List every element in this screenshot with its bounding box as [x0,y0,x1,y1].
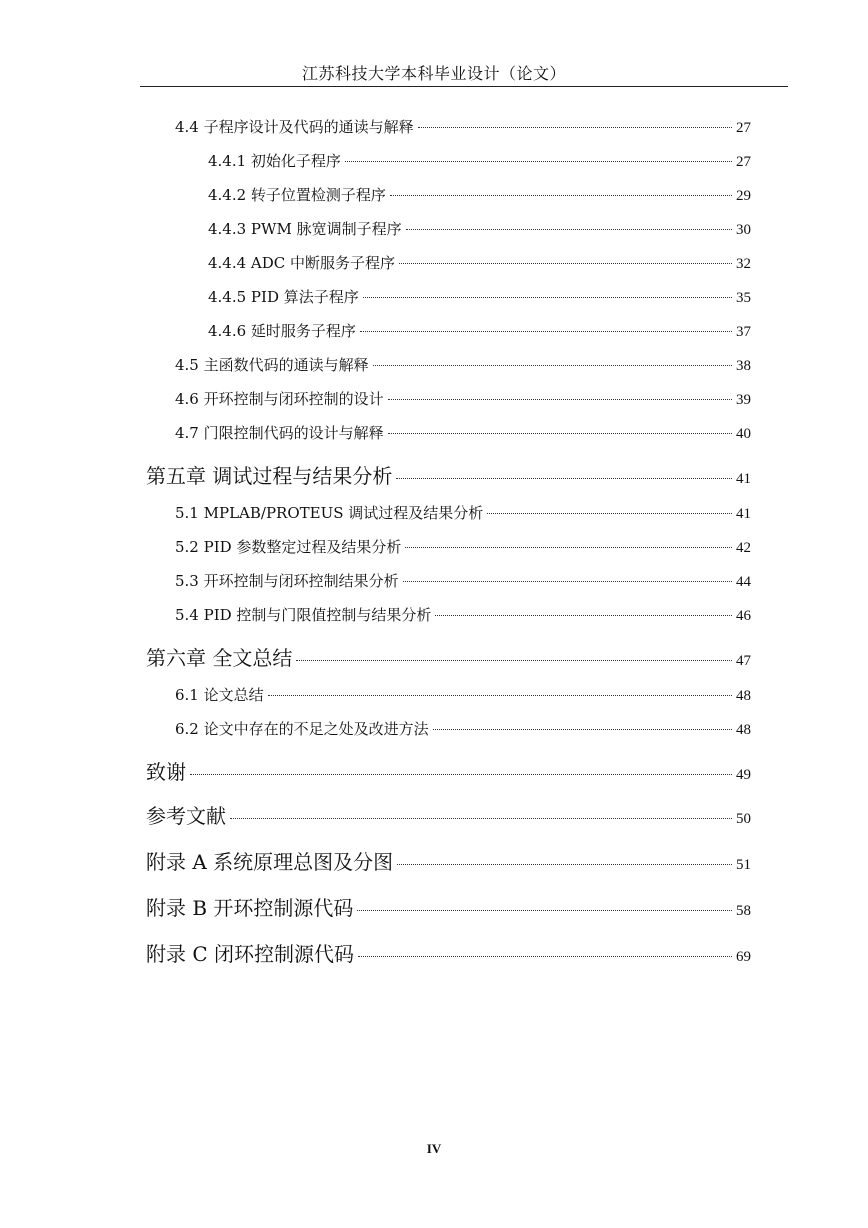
toc-entry[interactable] [146,756,751,785]
toc-entry[interactable] [175,388,751,409]
toc-entry-title: 5.1 MPLAB/PROTEUS 调试过程及结果分析 [175,504,484,522]
toc-entry-page: 40 [736,426,751,442]
toc-entry-page: 38 [736,358,751,374]
toc-entry-title: 6.2 论文中存在的不足之处及改进方法 [175,720,429,738]
toc-dot-leader [388,399,732,400]
toc-entry[interactable] [146,892,751,921]
toc-entry-page: 44 [736,574,751,590]
toc-dot-leader [405,547,732,548]
toc-dot-leader [487,513,732,514]
toc-entry[interactable] [208,218,751,239]
toc-entry[interactable] [146,460,751,489]
toc-entry-page: 51 [736,857,751,873]
toc-entry-title: 第六章 全文总结 [146,646,293,670]
toc-dot-leader [360,331,732,332]
toc-entry-title: 5.2 PID 参数整定过程及结果分析 [175,538,402,556]
toc-entry-page: 27 [736,154,751,170]
toc-entry-title: 第五章 调试过程与结果分析 [146,464,393,488]
toc-entry[interactable] [146,800,751,829]
toc-entry-page: 41 [736,471,751,487]
toc-entry[interactable] [146,642,751,671]
toc-dot-leader [397,864,732,865]
toc-entry-page: 42 [736,540,751,556]
toc-entry-page: 37 [736,324,751,340]
toc-entry[interactable] [175,604,751,625]
toc-entry-title: 5.3 开环控制与闭环控制结果分析 [175,572,399,590]
toc-entry-title: 5.4 PID 控制与门限值控制与结果分析 [175,606,432,624]
toc-entry[interactable] [175,354,751,375]
toc-entry-title: 4.4.3 PWM 脉宽调制子程序 [208,220,402,238]
toc-dot-leader [399,263,732,264]
toc-entry[interactable] [208,286,751,307]
toc-dot-leader [418,127,732,128]
toc-entry[interactable] [208,320,751,341]
toc-entry-page: 27 [736,120,751,136]
toc-entry-page: 41 [736,506,751,522]
toc-entry[interactable] [208,150,751,171]
toc-entry-title: 4.6 开环控制与闭环控制的设计 [175,390,384,408]
toc-entry-page: 69 [736,949,751,965]
toc-entry-title: 附录 B 开环控制源代码 [146,896,354,920]
toc-entry[interactable] [175,570,751,591]
toc-entry[interactable] [175,116,751,137]
toc-entry-page: 39 [736,392,751,408]
toc-entry[interactable] [175,536,751,557]
toc-entry[interactable] [175,422,751,443]
toc-dot-leader [406,229,732,230]
toc-dot-leader [230,818,732,819]
toc-entry-page: 30 [736,222,751,238]
toc-entry-title: 附录 C 闭环控制源代码 [146,942,355,966]
toc-entry-title: 4.4.4 ADC 中断服务子程序 [208,254,396,272]
toc-dot-leader [373,365,732,366]
toc-dot-leader [345,161,732,162]
toc-dot-leader [435,615,732,616]
toc-dot-leader [363,297,732,298]
toc-entry-page: 32 [736,256,751,272]
toc-entry[interactable] [175,502,751,523]
toc-entry-page: 50 [736,811,751,827]
toc-entry-title: 4.4.5 PID 算法子程序 [208,288,359,306]
toc-entry-title: 4.4 子程序设计及代码的通读与解释 [175,118,414,136]
toc-entry-page: 47 [736,653,751,669]
toc-dot-leader [433,729,732,730]
toc-entry[interactable] [208,252,751,273]
toc-entry-title: 4.7 门限控制代码的设计与解释 [175,424,384,442]
toc-entry-title: 4.5 主函数代码的通读与解释 [175,356,369,374]
toc-entry-page: 29 [736,188,751,204]
toc-dot-leader [268,695,732,696]
toc-dot-leader [190,774,732,775]
toc-dot-leader [388,433,732,434]
toc-entry-title: 4.4.6 延时服务子程序 [208,322,356,340]
toc-dot-leader [390,195,732,196]
toc-entry[interactable] [175,718,751,739]
toc-entry-page: 35 [736,290,751,306]
toc-entry-page: 48 [736,722,751,738]
toc-entry[interactable] [208,184,751,205]
toc-entry-title: 4.4.2 转子位置检测子程序 [208,186,386,204]
toc-dot-leader [296,660,732,661]
toc-entry[interactable] [146,846,751,875]
toc-entry-title: 参考文献 [146,804,226,828]
toc-entry-page: 58 [736,903,751,919]
page-header-title: 江苏科技大学本科毕业设计（论文） [301,64,566,83]
toc-entry-page: 49 [736,767,751,783]
toc-dot-leader [396,478,732,479]
toc-entry[interactable] [146,938,751,967]
toc-entry-page: 48 [736,688,751,704]
toc-dot-leader [403,581,732,582]
toc-entry-title: 6.1 论文总结 [175,686,264,704]
toc-dot-leader [358,956,732,957]
toc-entry[interactable] [175,684,751,705]
toc-entry-title: 致谢 [146,760,186,784]
page-number: IV [426,1141,442,1156]
toc-dot-leader [357,910,732,911]
toc-entry-page: 46 [736,608,751,624]
toc-entry-title: 附录 A 系统原理总图及分图 [146,850,394,874]
toc-entry-title: 4.4.1 初始化子程序 [208,152,341,170]
